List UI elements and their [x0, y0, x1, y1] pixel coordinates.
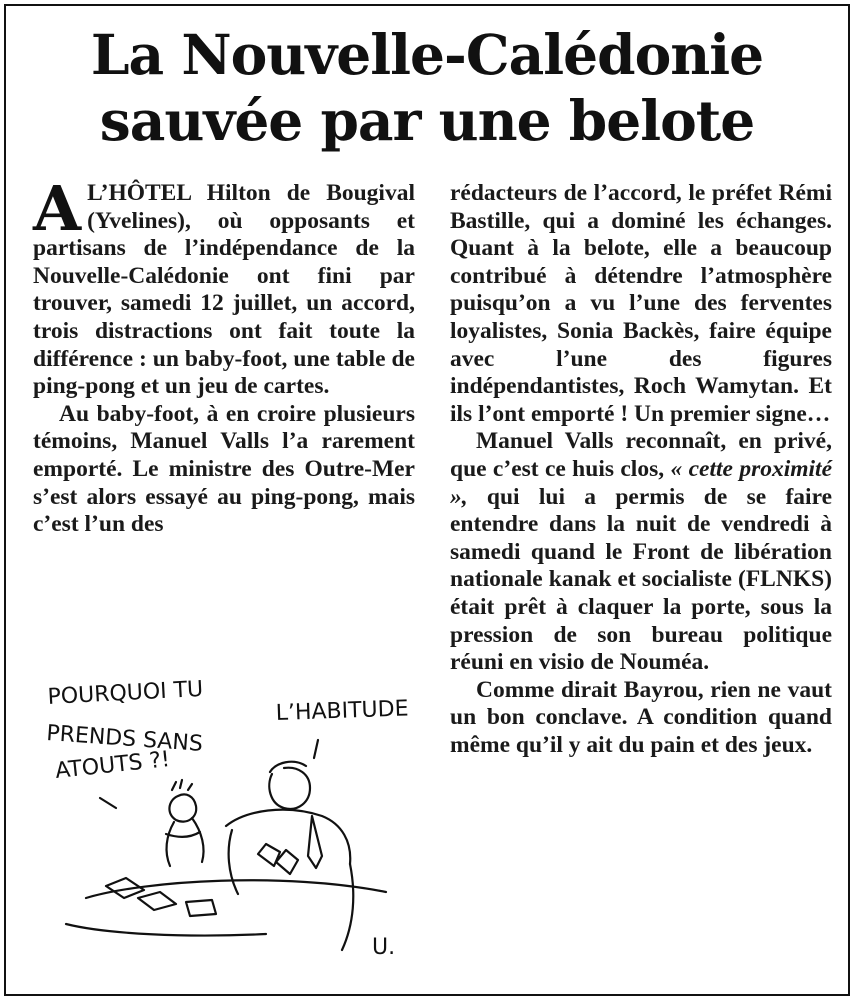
- cartoonist-signature: U.: [372, 935, 396, 960]
- headline: [6, 22, 848, 154]
- paragraph-4: Comme dirait Bayrou, rien ne vaut un bon conclave. A condition quand même qu’il y ait du pain et des jeux.: [450, 676, 832, 758]
- speech-tick-left: [100, 798, 116, 808]
- column-left: [33, 172, 415, 539]
- speech-tick-right: [314, 740, 318, 758]
- paragraph-1: [33, 172, 415, 401]
- headline-line-2: sauvée par une belote: [99, 88, 755, 153]
- paragraph-2-start: Au baby-foot, à en croire plusieurs témoins, Manuel Valls l’a rarement emporté. Le ministre des Outre-Mer s’est alors essayé au ping-pong, mais c’est l’un des: [33, 400, 415, 538]
- paragraph-3: Manuel Valls reconnaît, en privé, que c’est ce huis clos, « cette proximité », qui lui a permis de se faire entendre dans la nuit de vendredi à samedi quand le Front de libération nationale kanak et socialiste (FLNKS) était prêt à claquer la porte, sous la pression de son bureau politique réuni en visio de Nouméa.: [450, 428, 833, 676]
- bubble-left-line-1: POURQUOI TU: [47, 676, 204, 710]
- bubble-left-line-3: ATOUTS ?!: [54, 747, 172, 784]
- paragraph-2-end: rédacteurs de l’accord, le préfet Rémi Bastille, qui a dominé les échanges. Quant à la belote, elle a beaucoup contribué à détendre l’atmosphère puisqu’on a vu l’une des ferventes loyalistes, Sonia Backès, faire équipe avec l’une des figures indépendantistes, Roch Wamytan. Et ils l’ont emporté ! Un premier signe…: [450, 180, 832, 427]
- small-player-figure: [166, 780, 204, 866]
- cartoon-drawing: [26, 666, 426, 986]
- article-frame: [4, 4, 850, 996]
- drop-cap: A: [33, 172, 82, 245]
- headline-line-1: La Nouvelle-Calédonie: [90, 22, 764, 87]
- column-right: [450, 180, 832, 759]
- bubble-right: L’HABITUDE: [275, 696, 409, 726]
- bubble-left-line-2: PRENDS SANS: [45, 721, 204, 757]
- paragraph-1-text: L’HÔTEL Hilton de Bougival (Yvelines), où opposants et partisans de l’indépendance de la Nouvelle-Calédonie ont fini par trouver, samedi 12 juillet, un accord, trois distractions ont fait toute la différence : un baby-foot, une table de ping-pong et un jeu de cartes.: [33, 180, 415, 400]
- card-table: [66, 878, 386, 936]
- large-player-figure: [226, 762, 353, 950]
- quote-proximite: « cette proximité »,: [450, 455, 833, 510]
